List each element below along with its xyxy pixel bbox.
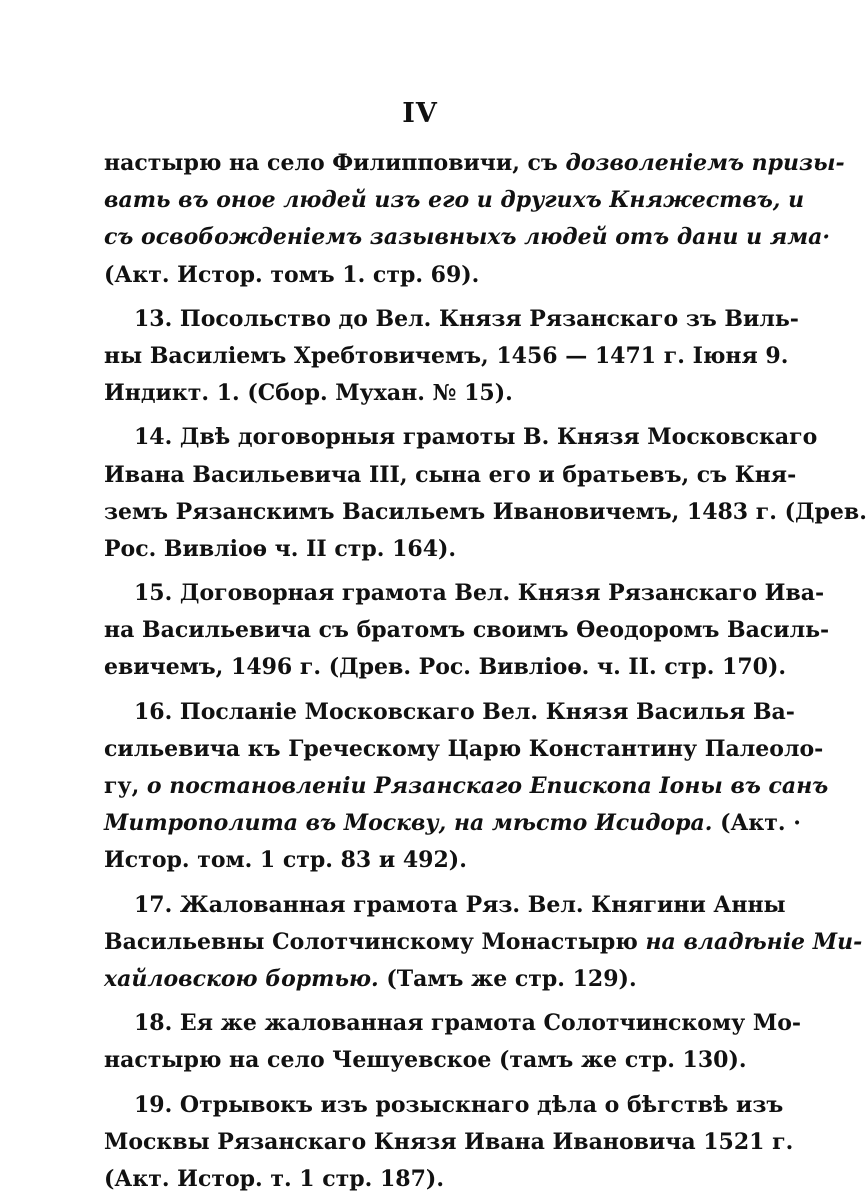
- text-line: 13. Посольство до Вел. Князя Рязанскаго зъ Виль-: [104, 301, 730, 338]
- text-line: (Акт. Истор. томъ 1. стр. 69).: [104, 257, 730, 294]
- page-number: IV: [0, 98, 840, 129]
- text-line: (Акт. Истор. т. 1 стр. 187).: [104, 1161, 730, 1198]
- entry-19: [104, 1087, 730, 1198]
- text-line: Митрополита въ Москву, на мѣсто Исидора. (Акт. ·: [104, 805, 730, 842]
- text-line: хайловскою бортью. (Тамъ же стр. 129).: [104, 961, 730, 998]
- text-line: вать въ оное людей изъ его и другихъ Княжествъ, и: [104, 182, 730, 219]
- entry-16: [104, 694, 730, 880]
- text-line: ны Василiемъ Хребтовичемъ, 1456 — 1471 г. Iюня 9.: [104, 338, 730, 375]
- document-text: [104, 145, 730, 1198]
- text-line: съ освобожденiемъ зазывныхъ людей отъ дани и яма·: [104, 219, 730, 256]
- text-line: на Васильевича съ братомъ своимъ Ѳеодоромъ Василь-: [104, 612, 730, 649]
- entry-13: [104, 301, 730, 413]
- intro-paragraph: [104, 145, 730, 294]
- text-line: Москвы Рязанскаго Князя Ивана Ивановича 1521 г.: [104, 1124, 730, 1161]
- text-line: евичемъ, 1496 г. (Древ. Рос. Вивлiоѳ. ч. II. стр. 170).: [104, 649, 730, 686]
- text-line: Истор. том. 1 стр. 83 и 492).: [104, 842, 730, 879]
- text-line: 15. Договорная грамота Вел. Князя Рязанскаго Ива-: [104, 575, 730, 612]
- entry-18: [104, 1005, 730, 1079]
- text-line: 18. Ея же жалованная грамота Солотчинскому Мо-: [104, 1005, 730, 1042]
- text-line: 14. Двѣ договорныя грамоты В. Князя Московскаго: [104, 419, 730, 456]
- text-line: Рос. Вивлiоѳ ч. II стр. 164).: [104, 531, 730, 568]
- text-line: настырю на село Чешуевское (тамъ же стр. 130).: [104, 1042, 730, 1079]
- text-line: 19. Отрывокъ изъ розыскнаго дѣла о бѣгствѣ изъ: [104, 1087, 730, 1124]
- text-line: 16. Посланiе Московскаго Вел. Князя Василья Ва-: [104, 694, 730, 731]
- text-line: Васильевны Солотчинскому Монастырю на владѣнiе Ми-: [104, 924, 730, 961]
- text-line: гу, о постановленiи Рязанскаго Епископа Iоны въ санъ: [104, 768, 730, 805]
- text-line: настырю на село Филипповичи, съ дозволенiемъ призы-: [104, 145, 730, 182]
- entry-15: [104, 575, 730, 687]
- text-line: Ивана Васильевича III, сына его и братьевъ, съ Кня-: [104, 457, 730, 494]
- entry-17: [104, 887, 730, 999]
- text-line: 17. Жалованная грамота Ряз. Вел. Княгини Анны: [104, 887, 730, 924]
- text-line: земъ Рязанскимъ Васильемъ Ивановичемъ, 1483 г. (Древ.: [104, 494, 730, 531]
- text-line: Индикт. 1. (Сбор. Мухан. № 15).: [104, 375, 730, 412]
- text-line: сильевича къ Греческому Царю Константину Палеоло-: [104, 731, 730, 768]
- entry-14: [104, 419, 730, 568]
